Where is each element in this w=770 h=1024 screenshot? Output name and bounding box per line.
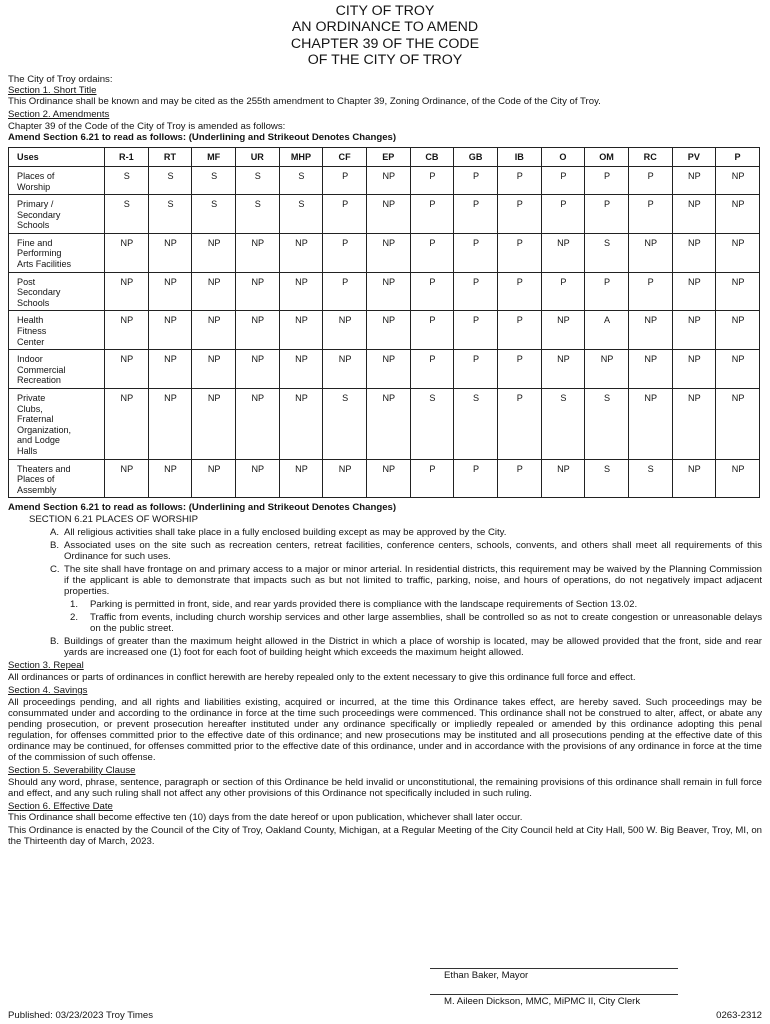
use-name-cell — [9, 233, 105, 272]
use-name-line: Secondary — [17, 287, 61, 298]
permission-cell: P — [410, 233, 454, 272]
table-row — [9, 459, 760, 498]
permission-cell: NP — [192, 311, 236, 350]
permission-cell: P — [497, 311, 541, 350]
permission-cell: NP — [716, 195, 760, 234]
enactment-statement: This Ordinance is enacted by the Council of the City of Troy, Oakland County, Michigan, at a Regular Meeting of the City Council held at City Hall, 500 W. Big Beaver, Troy, MI, on the Thirteenth day of March, 2023. — [8, 825, 762, 848]
permission-cell: P — [410, 272, 454, 311]
section-2-body: Chapter 39 of the Code of the City of Troy is amended as follows: — [8, 120, 286, 132]
use-name-line: Schools — [17, 297, 50, 308]
permission-cell: NP — [279, 459, 323, 498]
use-name-line: Recreation — [17, 375, 61, 386]
permission-cell: P — [585, 195, 629, 234]
permission-cell: NP — [628, 311, 672, 350]
list-text: Parking is permitted in front, side, and rear yards provided there is compliance with the landscape requirements of Section 13.02. — [90, 599, 638, 611]
list-item — [8, 527, 762, 538]
mayor-signature: Ethan Baker, Mayor — [444, 970, 529, 981]
list-marker: B. — [50, 636, 60, 648]
header-district: EP — [366, 147, 410, 166]
section-2-heading: Section 2. Amendments — [8, 109, 110, 121]
table-row — [9, 272, 760, 311]
permission-cell: NP — [105, 311, 149, 350]
table-body — [9, 166, 760, 497]
permission-cell: P — [323, 233, 367, 272]
permission-cell: NP — [541, 350, 585, 389]
header-district: MF — [192, 147, 236, 166]
table-row — [9, 233, 760, 272]
section-5-heading: Section 5. Severability Clause — [8, 765, 136, 777]
permission-cell: S — [541, 389, 585, 460]
permission-cell: S — [192, 195, 236, 234]
permission-cell: NP — [628, 233, 672, 272]
permission-cell: NP — [672, 350, 716, 389]
use-name-line: Places of — [17, 170, 55, 181]
permission-cell: NP — [279, 350, 323, 389]
section-1-heading: Section 1. Short Title — [8, 84, 97, 96]
list-item — [8, 564, 762, 597]
permission-cell: NP — [672, 389, 716, 460]
use-name-line: Assembly — [17, 484, 57, 495]
header-district: PV — [672, 147, 716, 166]
use-name-line: Clubs, — [17, 403, 43, 414]
table-row — [9, 166, 760, 194]
permission-cell: P — [628, 195, 672, 234]
permission-cell: S — [279, 195, 323, 234]
amend-heading-2: Amend Section 6.21 to read as follows: (Underlining and Strikeout Denotes Changes) — [8, 502, 397, 514]
permission-cell: NP — [235, 311, 279, 350]
header-district: P — [716, 147, 760, 166]
list-text: All religious activities shall take place in a fully enclosed building except as may be approved by the City. — [64, 527, 507, 539]
permission-cell: NP — [628, 389, 672, 460]
permission-cell: NP — [366, 272, 410, 311]
use-name-line: Theaters and — [17, 463, 71, 474]
permission-cell: S — [235, 195, 279, 234]
permission-cell: NP — [235, 272, 279, 311]
permission-cell: P — [541, 272, 585, 311]
use-name-line: Arts Facilities — [17, 259, 72, 270]
permission-cell: P — [454, 233, 498, 272]
permission-cell: NP — [541, 311, 585, 350]
permission-cell: A — [585, 311, 629, 350]
ordinance-title — [8, 3, 762, 69]
section-4-heading: Section 4. Savings — [8, 685, 88, 697]
list-marker: A. — [50, 527, 60, 539]
permission-cell: NP — [148, 272, 192, 311]
ordinance-page — [8, 0, 762, 848]
permission-cell: P — [541, 195, 585, 234]
permission-cell: S — [585, 389, 629, 460]
clerk-signature: M. Aileen Dickson, MMC, MiPMC II, City Clerk — [444, 996, 641, 1007]
use-name-cell — [9, 389, 105, 460]
permission-cell: NP — [672, 166, 716, 194]
use-name-cell — [9, 311, 105, 350]
permission-cell: P — [628, 272, 672, 311]
use-name-line: Fitness — [17, 326, 47, 337]
permission-cell: S — [148, 166, 192, 194]
permission-cell: S — [105, 195, 149, 234]
intro-text: The City of Troy ordains: — [8, 73, 113, 85]
use-name-cell — [9, 272, 105, 311]
use-name-line: Organization, — [17, 424, 72, 435]
header-district: IB — [497, 147, 541, 166]
publication-note: Published: 03/23/2023 Troy Times — [8, 1010, 154, 1021]
permission-cell: NP — [279, 311, 323, 350]
list-marker: 2. — [70, 612, 79, 624]
use-name-line: Private — [17, 393, 46, 403]
permission-cell: NP — [628, 350, 672, 389]
permission-cell: P — [454, 272, 498, 311]
permission-cell: P — [454, 311, 498, 350]
permission-cell: S — [323, 389, 367, 460]
section-6-body: This Ordinance shall become effective ten (10) days from the date hereof or upon publication, whichever shall later occur. — [8, 812, 523, 824]
use-name-line: Fine and — [17, 237, 53, 248]
table-row — [9, 389, 760, 460]
permission-cell: NP — [323, 311, 367, 350]
permission-cell: P — [497, 272, 541, 311]
permission-cell: NP — [105, 350, 149, 389]
use-name-line: Worship — [17, 181, 51, 192]
title-line-4: OF THE CITY OF TROY — [307, 52, 463, 69]
section-4-body: All proceedings pending, and all rights and liabilities existing, acquired or incurred, at the time this Ordinance takes effect, are hereby saved. Such proceedings may be consummated under and according to the ordinance in force at the time such proceedings were commenced. This ordinance shall not be construed to alter, affect, or abate any pending prosecution, or prevent prosecution hereafter instituted under any ordinance specifically or impliedly repealed or amended by this ordinance adopting this penal regulation, for offenses committed prior to the effective date of this ordinance; and new prosecutions may be instituted and all prosecutions pending at the effective date of this ordinance may be continued, for offenses committed prior to the effective date of this ordinance, under and in accordance with the provisions of any ordinance in force at the time of the commission of such offense. — [8, 696, 762, 763]
header-district: CF — [323, 147, 367, 166]
permission-cell: NP — [672, 459, 716, 498]
permission-cell: S — [628, 459, 672, 498]
permission-cell: NP — [235, 459, 279, 498]
ad-code: 0263-2312 — [716, 1010, 762, 1021]
permission-cell: NP — [716, 233, 760, 272]
permission-cell: NP — [148, 233, 192, 272]
list-text: The site shall have frontage on and primary access to a major or minor arterial. In residential districts, this requirement may be waived by the Planning Commission if the applicant is able to demonstrate that impacts such as but not limited to traffic, parking, noise, and hours of operations, do not negatively impact adjacent properties. — [64, 564, 762, 598]
title-line-2: AN ORDINANCE TO AMEND — [291, 19, 479, 36]
permission-cell: P — [497, 233, 541, 272]
use-name-cell — [9, 350, 105, 389]
permission-cell: NP — [235, 389, 279, 460]
table-header-row — [9, 147, 760, 166]
use-name-line: Places of — [17, 474, 55, 485]
permission-cell: NP — [148, 389, 192, 460]
permission-cell: NP — [716, 166, 760, 194]
list-item — [8, 540, 762, 562]
permission-cell: NP — [279, 272, 323, 311]
section-6-heading: Section 6. Effective Date — [8, 800, 113, 812]
permission-cell: NP — [716, 311, 760, 350]
permission-cell: NP — [105, 272, 149, 311]
header-uses: Uses — [9, 147, 105, 166]
table-row — [9, 350, 760, 389]
mayor-signature-line — [430, 968, 678, 969]
use-name-cell — [9, 459, 105, 498]
list-text: Associated uses on the site such as recreation centers, retreat facilities, conference centers, schools, convents, and others shall meet all requirements of this Ordinance for such uses. — [64, 540, 762, 563]
permission-cell: NP — [192, 389, 236, 460]
sub-list-item — [8, 599, 762, 610]
permission-cell: NP — [672, 272, 716, 311]
permission-cell: P — [410, 459, 454, 498]
permission-cell: NP — [366, 389, 410, 460]
header-district: O — [541, 147, 585, 166]
permission-cell: S — [279, 166, 323, 194]
permission-cell: P — [497, 195, 541, 234]
use-name-line: Health — [17, 315, 44, 326]
permission-cell: P — [323, 166, 367, 194]
zoning-use-table — [8, 147, 760, 498]
permission-cell: S — [454, 389, 498, 460]
header-district: CB — [410, 147, 454, 166]
use-name-line: Primary / — [17, 199, 54, 210]
permission-cell: NP — [148, 459, 192, 498]
permission-cell: NP — [366, 195, 410, 234]
permission-cell: NP — [148, 350, 192, 389]
title-line-1: CITY OF TROY — [335, 3, 435, 19]
use-name-line: Indoor — [17, 354, 43, 365]
permission-cell: NP — [366, 166, 410, 194]
use-name-line: Post — [17, 276, 36, 287]
section-6-21-subheading: SECTION 6.21 PLACES OF WORSHIP — [29, 514, 198, 526]
permission-cell: NP — [192, 459, 236, 498]
sub-list-item — [8, 612, 762, 634]
permission-cell: NP — [585, 350, 629, 389]
permission-cell: P — [497, 166, 541, 194]
permission-cell: NP — [105, 459, 149, 498]
use-name-line: Secondary — [17, 209, 61, 220]
section-3-body: All ordinances or parts of ordinances in conflict herewith are hereby repealed only to the extent necessary to give this ordinance full force and effect. — [8, 671, 636, 683]
list-text: Buildings of greater than the maximum height allowed in the District in which a place of worship is located, may be allowed provided that the front, side and rear yards are increased one (1) foot for each foot of building height which exceeds the maximum height allowed. — [64, 636, 762, 659]
permission-cell: NP — [366, 459, 410, 498]
use-name-line: Commercial — [17, 364, 66, 375]
permission-cell: NP — [279, 389, 323, 460]
permission-cell: S — [410, 389, 454, 460]
permission-cell: S — [585, 459, 629, 498]
permission-cell: NP — [279, 233, 323, 272]
header-district: GB — [454, 147, 498, 166]
permission-cell: NP — [235, 233, 279, 272]
permission-cell: P — [410, 166, 454, 194]
table-row — [9, 195, 760, 234]
use-name-cell — [9, 166, 105, 194]
permission-cell: NP — [672, 233, 716, 272]
permission-cell: P — [323, 272, 367, 311]
section-1-body: This Ordinance shall be known and may be cited as the 255th amendment to Chapter 39, Zoning Ordinance, of the Code of the City of Troy. — [8, 96, 601, 108]
permission-cell: S — [148, 195, 192, 234]
amend-heading-1: Amend Section 6.21 to read as follows: (Underlining and Strikeout Denotes Changes) — [8, 131, 397, 143]
permission-cell: NP — [672, 195, 716, 234]
permission-cell: P — [454, 459, 498, 498]
header-district: OM — [585, 147, 629, 166]
permission-cell: P — [628, 166, 672, 194]
permission-cell: S — [235, 166, 279, 194]
title-line-3: CHAPTER 39 OF THE CODE — [290, 35, 480, 52]
permission-cell: NP — [105, 233, 149, 272]
section-5-body: Should any word, phrase, sentence, paragraph or section of this Ordinance be held invalid or unconstitutional, the remaining provisions of this ordinance shall remain in full force and effect, and any such ruling shall not affect any other provisions of this Ordinance not specifically included in such ruling. — [8, 776, 762, 799]
permission-cell: P — [410, 311, 454, 350]
permission-cell: NP — [192, 350, 236, 389]
header-district: RC — [628, 147, 672, 166]
permission-cell: NP — [235, 350, 279, 389]
use-name-line: Fraternal — [17, 414, 54, 425]
permission-cell: S — [192, 166, 236, 194]
permission-cell: NP — [716, 272, 760, 311]
permission-cell: P — [454, 195, 498, 234]
table-row — [9, 311, 760, 350]
header-district: R-1 — [105, 147, 149, 166]
permission-cell: S — [105, 166, 149, 194]
list-marker: C. — [50, 564, 60, 576]
permission-cell: P — [541, 166, 585, 194]
header-district: RT — [148, 147, 192, 166]
permission-cell: NP — [192, 272, 236, 311]
permission-cell: P — [497, 389, 541, 460]
use-name-line: Schools — [17, 220, 50, 231]
permission-cell: NP — [716, 350, 760, 389]
use-name-cell — [9, 195, 105, 234]
header-district: UR — [235, 147, 279, 166]
clerk-signature-line — [430, 994, 678, 995]
list-marker: B. — [50, 540, 60, 552]
permission-cell: NP — [541, 233, 585, 272]
permission-cell: NP — [366, 350, 410, 389]
permission-cell: NP — [366, 233, 410, 272]
permission-cell: NP — [323, 350, 367, 389]
use-name-line: Performing — [17, 248, 62, 259]
use-name-line: and Lodge — [17, 435, 60, 446]
permission-cell: NP — [192, 233, 236, 272]
permission-cell: P — [497, 350, 541, 389]
permission-cell: P — [454, 350, 498, 389]
permission-cell: P — [410, 195, 454, 234]
list-text: Traffic from events, including church worship services and other large assemblies, shall be controlled so as not to create congestion or unreasonable delays on the public street. — [90, 612, 762, 635]
permission-cell: NP — [672, 311, 716, 350]
permission-cell: NP — [716, 459, 760, 498]
permission-cell: NP — [148, 311, 192, 350]
list-marker: 1. — [70, 599, 79, 611]
use-name-line: Halls — [17, 445, 38, 456]
section-3-heading: Section 3. Repeal — [8, 660, 84, 672]
permission-cell: NP — [105, 389, 149, 460]
header-district: MHP — [279, 147, 323, 166]
permission-cell: P — [454, 166, 498, 194]
permission-cell: S — [585, 233, 629, 272]
permission-cell: P — [585, 166, 629, 194]
permission-cell: P — [497, 459, 541, 498]
permission-cell: P — [585, 272, 629, 311]
use-name-line: Center — [17, 336, 45, 347]
permission-cell: NP — [716, 389, 760, 460]
permission-cell: NP — [366, 311, 410, 350]
list-item — [8, 636, 762, 658]
permission-cell: NP — [323, 459, 367, 498]
permission-cell: P — [323, 195, 367, 234]
section-6-21-list — [8, 527, 762, 658]
permission-cell: NP — [541, 459, 585, 498]
permission-cell: P — [410, 350, 454, 389]
